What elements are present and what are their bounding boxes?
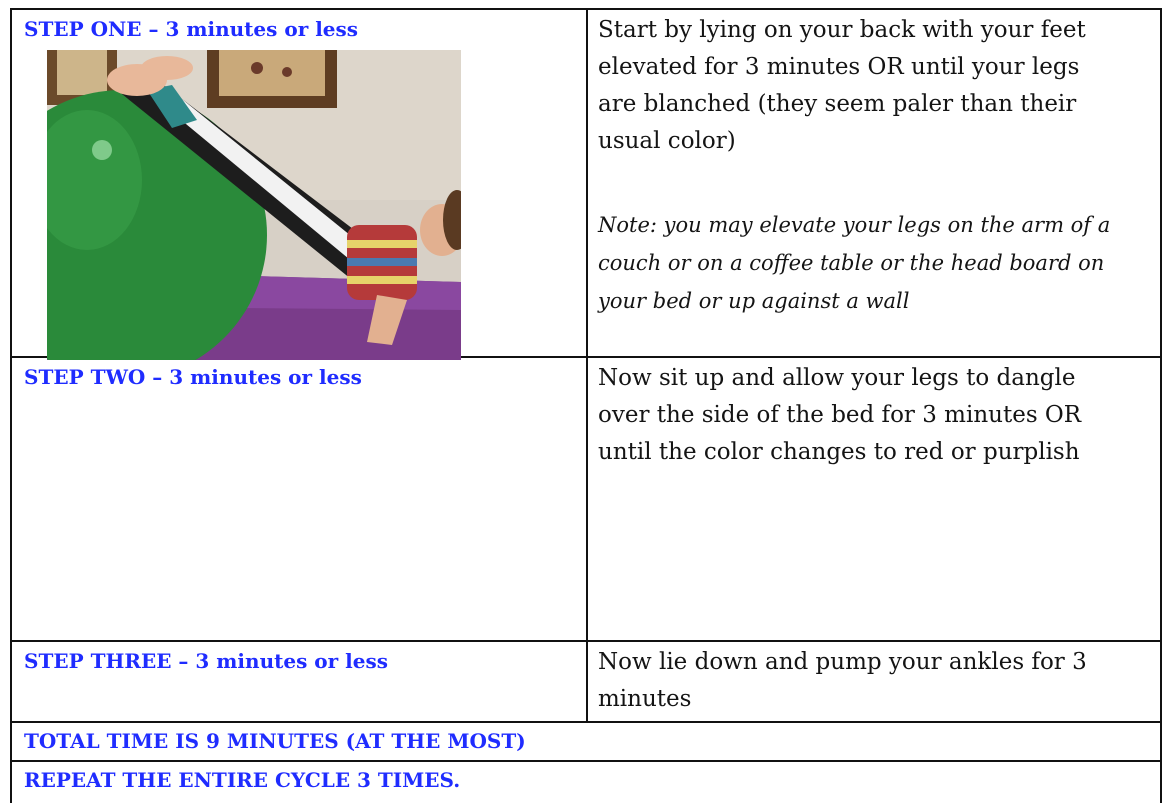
step-one-line-1: Start by lying on your back with your feet xyxy=(598,17,1086,43)
step-two-line-3: until the color changes to red or purplish xyxy=(598,439,1080,465)
exercise-photo-illustration xyxy=(47,50,461,360)
step-one-title: STEP ONE – 3 minutes or less xyxy=(24,17,359,41)
step-two-line-1: Now sit up and allow your legs to dangle xyxy=(598,365,1076,391)
step-three-title: STEP THREE – 3 minutes or less xyxy=(24,649,388,673)
step-three-description xyxy=(598,644,1150,718)
repeat-cycle-text: REPEAT THE ENTIRE CYCLE 3 TIMES. xyxy=(24,768,461,792)
total-time-text: TOTAL TIME IS 9 MINUTES (AT THE MOST) xyxy=(24,729,526,753)
step-one-photo xyxy=(47,50,461,360)
step-one-note-line-2: couch or on a coffee table or the head board on xyxy=(598,251,1105,275)
step-one-line-2: elevated for 3 minutes OR until your legs xyxy=(598,54,1080,80)
step-two-description xyxy=(598,360,1150,471)
step-two-line-2: over the side of the bed for 3 minutes OR xyxy=(598,402,1082,428)
step-one-note-line-3: your bed or up against a wall xyxy=(598,289,910,313)
step-three-line-1: Now lie down and pump your ankles for 3 xyxy=(598,649,1087,675)
instruction-table xyxy=(10,8,1162,803)
row-divider-4 xyxy=(12,760,1160,762)
step-one-description xyxy=(598,12,1150,160)
step-two-title: STEP TWO – 3 minutes or less xyxy=(24,365,362,389)
step-one-note-line-1: Note: you may elevate your legs on the arm of a xyxy=(598,213,1111,237)
step-one-line-3: are blanched (they seem paler than their xyxy=(598,91,1077,117)
step-one-note xyxy=(598,206,1152,320)
step-three-line-2: minutes xyxy=(598,686,692,712)
row-divider-3 xyxy=(12,721,1160,723)
step-one-line-4: usual color) xyxy=(598,128,736,154)
column-divider xyxy=(586,8,588,721)
